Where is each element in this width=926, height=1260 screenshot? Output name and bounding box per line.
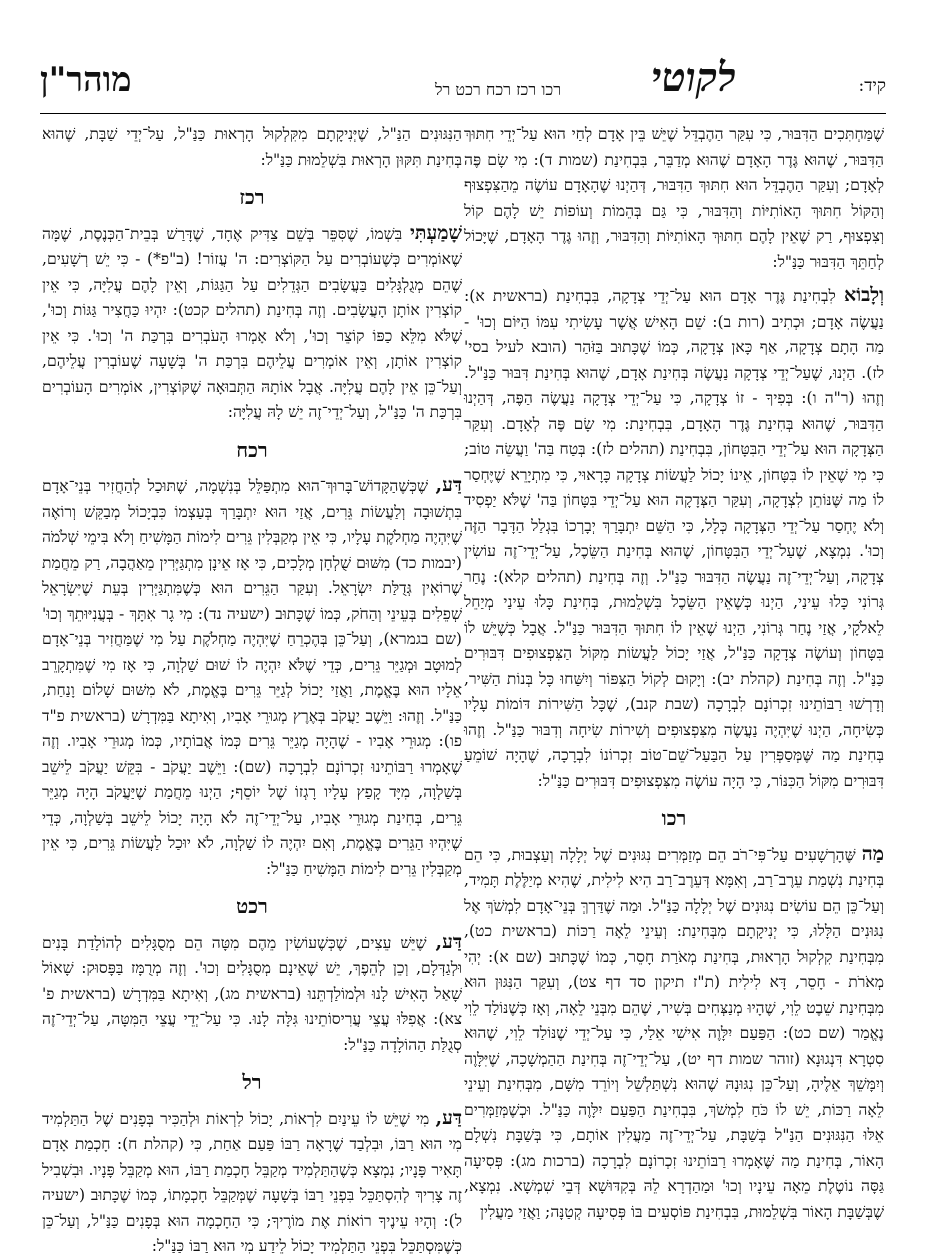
- paragraph: [42, 930, 462, 1059]
- paragraph: הַנִּגּוּנִים הַנַּ"ל, שֶׁיְּנִיקָתָם מִקִּלְקוּל הָרְאוּת כַּנַּ"ל, עַל־יְדֵי שַׁבָּת, שֶׁהוּא בְּחִינַת תִּקּוּן הָרְאוּת בִּשְׁלֵמוּת כַּנַּ"ל:: [42, 125, 462, 169]
- paragraph-text: מִי שֶׁיֵּשׁ לוֹ עֵינַיִם לִרְאוֹת, יָכוֹל לִרְאוֹת וּלְהַכִּיר בְּפָנִים שֶׁל הַתַּלְמִיד מִי הוּא רַבּוֹ, וּבִלְבַד שֶׁרָאָה רַבּוֹ פַּעַם אַחַת, כִּי (קהלת ח): חָכְמַת אָדָם תָּאִיר פָּנָיו; נִמְצָא כְּשֶׁהַתַּלְמִיד מְקַבֵּל חָכְמַת רַבּוֹ, הוּא מְקַבֵּל פָּנָיו. וּבִשְׁבִיל זֶה צָרִיךְ לְהִסְתַּכֵּל בִּפְנֵי רַבּוֹ בְּשָׁעָה שֶׁמְּקַבֵּל חָכְמָתוֹ, כְּמוֹ שֶׁכָּתוּב (ישעיה ל): וְהָיוּ עֵינֶיךָ רוֹאוֹת אֶת מוֹרֶיךָ; כִּי הַחָכְמָה הוּא בְּפָנִים כַּנַּ"ל, וְעַל־כֵּן כְּשֶׁמִּסְתַּכֵּל בִּפְנֵי הַתַּלְמִיד יָכוֹל לֵידַע מִי הוּא רַבּוֹ כַּנַּ"ל:: [42, 1109, 462, 1255]
- paragraph: [464, 283, 884, 794]
- paragraph-text: לִבְחִינַת גֶּדֶר אָדָם הוּא עַל־יְדֵי צְדָקָה, בִּבְחִינַת (בראשית א): נַעֲשֶׂה אָדָם; וּכְתִיב (רות ב): שֵׁם הָאִישׁ אֲשֶׁר עָשִׂיתִי עִמּוֹ הַיּוֹם וְכוּ' - מַה הָתָם צְדָקָה, אַף כָּאן צְדָקָה, כְּמוֹ שֶׁכָּתוּב בַּזֹּהַר (הובא לעיל בסי' לז). הַיְנוּ, שֶׁעַל־יְדֵי צְדָקָה נַעֲשֶׂה בְּחִינַת אָדָם, שֶׁהוּא בְּחִינַת דִּבּוּר כַּנַּ"ל. וְזֶהוּ (ר"ה ו): בְּפִיךָ - זוֹ צְדָקָה, כִּי עַל־יְדֵי צְדָקָה נַעֲשֶׂה הַפֶּה, דְּהַיְנוּ הַדִּבּוּר, שֶׁהוּא בְּחִינַת גֶּדֶר הָאָדָם, בִּבְחִינַת: מִי שָׂם פֶּה לְאָדָם. וְעִקַּר הַצְּדָקָה הוּא עַל־יְדֵי הַבִּטָּחוֹן, בִּבְחִינַת (תהלים לז): בְּטַח בַּה' וַעֲשֵׂה טוֹב; כִּי מִי שֶׁאֵין לוֹ בִּטָּחוֹן, אֵינוֹ יָכוֹל לַעֲשׂוֹת צְדָקָה כָּרָאוּי, כִּי מִתְיָרֵא שֶׁיֶּחְסַר לוֹ מַה שֶּׁנּוֹתֵן לִצְדָקָה, וְעִקַּר הַצְּדָקָה הוּא עַל־יְדֵי בִּטָּחוֹן בַּה' שֶׁלֹּא יַפְסִיד וְלֹא יֶחְסַר עַל־יְדֵי הַצְּדָקָה כְּלָל, כִּי הַשֵּׁם יִתְבָּרַךְ יְבָרְכוֹ בִּגְלַל הַדָּבָר הַזֶּה וְכוּ'. נִמְצָא, שֶׁעַל־יְדֵי הַבִּטָּחוֹן, שֶׁהוּא בְּחִינַת הַשֵּׂכֶל, עַל־יְדֵי־זֶה עוֹשִׂין צְדָקָה, וְעַל־יְדֵי־זֶה נַעֲשֶׂה הַדִּבּוּר כַּנַּ"ל. וְזֶה בְּחִינַת (תהלים קלא): נֶחַר גְּרוֹנִי כָּלוּ עֵינַי, הַיְנוּ כְּשֶׁאֵין הַשֵּׂכֶל בִּשְׁלֵמוּת, בְּחִינַת כָּלוּ עֵינַי מְיַחֵל לֵאלֹקָי, אֲזַי נֶחַר גְּרוֹנִי, הַיְנוּ שֶׁאֵין לוֹ חִתּוּךְ הַדִּבּוּר כַּנַּ"ל. אֲבָל כְּשֶׁיֵּשׁ לוֹ בִּטָּחוֹן וְעוֹשֶׂה צְדָקָה כַּנַּ"ל, אֲזַי יָכוֹל לַעֲשׂוֹת מִקּוֹל הַצִּפְצוּפִים דִּבּוּרִים כַּנַּ"ל. וְזֶה בְּחִינַת (קהלת יב): וְיָקוּם לְקוֹל הַצִּפּוֹר וְיִשַּׁחוּ כָּל בְּנוֹת הַשִּׁיר, וְדָרְשׁוּ רַבּוֹתֵינוּ זִכְרוֹנָם לִבְרָכָה (שבת קנב), שֶׁכָּל הַשִּׁירוֹת דּוֹמוֹת עָלָיו כְּשִׂיחָה, הַיְנוּ שֶׁיִּהְיֶה נַעֲשֶׂה מִצִּפְצוּפִים וְשִׁירוֹת שִׂיחָה וְדִבּוּר כַּנַּ"ל. וְזֶהוּ בְּחִינַת מַה שֶּׁמְּסַפְּרִין עַל הַבַּעַל־שֵׁם־טוֹב זִכְרוֹנוֹ לִבְרָכָה, שֶׁהָיָה שׁוֹמֵעַ דִּבּוּרִים מִקּוֹל הַכִּנּוֹר, כִּי הָיָה עוֹשֶׂה מִצִּפְצוּפִים דִּבּוּרִים כַּנַּ"ל:: [464, 287, 884, 790]
- page-number: קיד:: [858, 76, 886, 96]
- opening-word: שָׁמַעְתִּי: [409, 221, 462, 244]
- book-title-right: לקוטי: [651, 54, 736, 101]
- paragraph: [42, 221, 462, 426]
- paragraph-text: שֶׁכְּשֶׁהַקָּדוֹשׁ־בָּרוּךְ־הוּא מִתְפַּלֵּל בְּנִשְׁמָה, שֶׁתּוּכַל לְהַחֲזִיר בְּנֵי־אָדָם בִּתְשׁוּבָה וְלַעֲשׂוֹת גֵּרִים, אֲזַי הוּא יִתְבָּרַךְ בְּעַצְמוֹ כִּבְיָכוֹל מְבַקֵּשׁ וְרוֹאֶה שֶׁיִּהְיֶה מַחְלֹקֶת עָלָיו, כִּי אֵין מְקַבְּלִין גֵּרִים לִימוֹת הַמָּשִׁיחַ וְלֹא בִּימֵי שְׁלֹמֹה (יבמות כד) מִשּׁוּם שֻׁלְחָן מְלָכִים, כִּי אָז אֵינָן מִתְגַּיְּרִין מֵאַהֲבָה, רַק מֵחֲמַת שֶׁרוֹאִין גְּדֻלַּת יִשְׂרָאֵל. וְעִקַּר הַגֵּרִים הוּא כְּשֶׁמִּתְגַּיְּרִין בְּעֵת שֶׁיִּשְׂרָאֵל שְׁפֵלִים בְּעֵינֵי וְהַחֹק, כְּמוֹ שֶׁכָּתוּב (ישעיה נד): מִי גָר אִתָּךְ - בְּעֲנִיּוּתֵךְ וְכוּ' (שם בגמרא), וְעַל־כֵּן בְּהֶכְרֵחַ שֶׁיִּהְיֶה מַחְלֹקֶת עַל מִי שֶׁמַּחֲזִיר בְּנֵי־אָדָם לְמוּטָב וּמְגַיֵּר גֵּרִים, כְּדֵי שֶׁלֹּא יִהְיֶה לוֹ שׁוּם שַׁלְוָה, כִּי אָז מִי שֶׁמִּתְקָרֵב אֵלָיו הוּא בֶּאֱמֶת, וַאֲזַי יָכוֹל לְגַיֵּר גֵּרִים בֶּאֱמֶת, לֹא מִשּׁוּם שָׁלוֹם וָנַחַת, כַּנַּ"ל. וְזֶהוּ: וַיֵּשֶׁב יַעֲקֹב בְּאֶרֶץ מְגוּרֵי אָבִיו, וְאִיתָא בַּמִּדְרָשׁ (בראשית פ"ד פו): מְגוּרֵי אָבִיו - שֶׁהָיָה מְגַיֵּר גֵּרִים כְּמוֹ אֲבוֹתָיו, כְּמוֹ מְגוּרֵי אָבִיו. וְזֶה שֶׁאָמְרוּ רַבּוֹתֵינוּ זִכְרוֹנָם לִבְרָכָה (שם): וַיֵּשֶׁב יַעֲקֹב - בִּקֵּשׁ יַעֲקֹב לֵישֵׁב בְּשַׁלְוָה, מִיָּד קָפַץ עָלָיו רָגְזוֹ שֶׁל יוֹסֵף; הַיְנוּ מֵחֲמַת שֶׁיַּעֲקֹב הָיָה מְגַיֵּר גֵּרִים, בְּחִינַת מְגוּרֵי אָבִיו, עַל־יְדֵי־זֶה לֹא הָיָה יָכוֹל לֵישֵׁב בְּשַׁלְוָה, כְּדֵי שֶׁיִּהְיוּ הַגֵּרִים בֶּאֱמֶת, וְאִם יִהְיֶה לוֹ שַׁלְוָה, לֹא יוּכַל לַעֲשׂוֹת גֵּרִים, כִּי אֵין מְקַבְּלִין גֵּרִים לִימוֹת הַמָּשִׁיחַ כַּנַּ"ל:: [42, 477, 462, 878]
- paragraph: [42, 473, 462, 882]
- right-column: [464, 122, 884, 1225]
- section-heading: רל: [242, 1070, 262, 1094]
- paragraph-text: שֶּׁהָרְשָׁעִים עַל־פִּי־רֹב הֵם מְזַמְּרִים נִגּוּנִים שֶׁל יְלָלָה וְעַצְבוּת, כִּי הֵם בְּחִינַת נִשְׁמַת עֵרֶב־רַב, וְאִמָּא דְּעֵרֶב־רַב הִיא לִילִית, שֶׁהִיא מְיַלֶּלֶת תָּמִיד, וְעַל־כֵּן הֵם עוֹשִׂים נִגּוּנִים שֶׁל יְלָלָה כַּנַּ"ל. וּמַה שֶׁדַּרְךְּ בְּנֵי־אָדָם לִמְשֹׁךְ אֶל נִגּוּנִים הַלָּלוּ, כִּי יְנִיקָתָם מִבְּחִינַת: וְעֵינֵי לֵאָה רַכּוֹת (בראשית כט), מִבְּחִינַת קִלְקוּל הָרְאוּת, בְּחִינַת מְאֹרַת חָסֵר, כְּמוֹ שֶׁכָּתוּב (שם א): יְהִי מְאֹרֹת - חָסֵר, דָּא לִילִית (ת"ז תיקון סד דף צט), וְעִקַּר הַנִּגּוּן הוּא מִבְּחִינַת שֵׁבֶט לֵוִי, שֶׁהָיוּ מְנַצְּחִים בְּשִׁיר, שֶׁהֵם מִבְּנֵי לֵאָה, וְאָז כְּשֶׁנּוֹלַד לֵוִי נֶאֱמַר (שם כט): הַפַּעַם יִלָּוֶה אִישִׁי אֵלַי, כִּי עַל־יְדֵי שֶׁנּוֹלַד לֵוִי, שֶׁהוּא סִטְרָא דִּנְגוּנָא (זוהר שמות דף יט), עַל־יְדֵי־זֶה בְּחִינַת הַהַמְשָׁכָה, שֶׁיִּלָּוֶה וְיִמָּשֵׁךְ אֵלֶיהָ, וְעַל־כֵּן נִגּוּנָהּ שֶׁהוּא נִשְׁתַּלְשֵׁל וְיוֹרֵד מִשָּׁם, מִבְּחִינַת וְעֵינֵי לֵאָה רַכּוֹת, יֵשׁ לוֹ כֹּחַ לִמְשֹׁךְ, בִּבְחִינַת הַפַּעַם יִלָּוֶה כַּנַּ"ל. וּכְשֶׁמְּזַמְּרִים אֵלּוּ הַנִּגּוּנִים הַנַּ"ל בְּשַׁבָּת, עַל־יְדֵי־זֶה מַעֲלִין אוֹתָם, כִּי בְּשַׁבָּת נִשְׁלָם הָאוֹר, בְּחִינַת מַה שֶּׁאָמְרוּ רַבּוֹתֵינוּ זִכְרוֹנָם לִבְרָכָה (ברכות מג): פְּסִיעָה גַּסָּה נוֹטֶלֶת מֵאָה עֵינָיו וְכוּ' וּמַהַדְרָא לֵהּ בְּקִדּוּשָׁא דְּבֵי שִׁמְשָׁא. נִמְצָא, שֶׁבְּשַׁבָּת הָאוֹר בִּשְׁלֵמוּת, בִּבְחִינַת פּוֹסְעִים בּוֹ פְּסִיעָה קְטַנָּה; וַאֲזַי מַעֲלִין: [464, 845, 884, 1221]
- paragraph: [464, 842, 884, 1226]
- paragraph: [42, 1106, 462, 1260]
- section-range: רכו רכז רכח רכט רל: [435, 80, 562, 99]
- paragraph-text: בִּשְׁמוֹ, שֶׁסִּפֵּר בְּשֵׁם צַדִּיק אֶחָד, שֶׁדָּרַשׁ בְּבֵית־הַכְּנֶסֶת, שֶׁמָּה שֶׁאוֹמְרִים כְּשֶׁעוֹבְרִים עַל הַקּוֹצְרִים: ה' עֲזוֹר! (ב"פ*) - כִּי יֵשׁ רְשָׁעִים, שֶׁהֵם מְגֻלְגָּלִים בַּעֲשָׂבִים הַגְּדֵלִים עַל הַגַּגּוֹת, וְאֵין לָהֶם עֲלִיָּה, כִּי אֵין קוֹצְרִין אוֹתָן הָעֲשָׂבִים. וְזֶה בְּחִינַת (תהלים קכט): יִהְיוּ כַּחֲצִיר גַּגּוֹת וְכוּ', שֶׁלֹּא מִלֵּא כַפּוֹ קוֹצֵר וְכוּ', וְלֹא אָמְרוּ הָעֹבְרִים בִּרְכַּת ה' וְכוּ'. כִּי אֵין קוֹצְרִין אוֹתָן, וְאֵין אוֹמְרִים עֲלֵיהֶם בִּרְכַּת ה' בְּשָׁעָה שֶׁעוֹבְרִין עֲלֵיהֶם, וְעַל־כֵּן אֵין לָהֶם עֲלִיָּה. אֲבָל אוֹתָהּ הַתְּבוּאָה שֶׁקּוֹצְרִין, אוֹמְרִים הָעוֹבְרִים בִּרְכַּת ה' כַּנַּ"ל, וְעַל־יְדֵי־זֶה יֵשׁ לָהּ עֲלִיָּה:: [42, 224, 462, 421]
- opening-word: דַּע,: [435, 930, 462, 953]
- header-rule: [40, 113, 886, 114]
- opening-word: מַה: [861, 842, 884, 865]
- paragraph: שֶׁמַּחְתִּכִים הַדִּבּוּר, כִּי עִקַּר הַהֶבְדֵּל שֶׁיֵּשׁ בֵּין אָדָם לְחַי הוּא עַל־יְדֵי חִתּוּךְ הַדִּבּוּר, שֶׁהוּא גֶּדֶר הָאָדָם שֶׁהוּא מְדַבֵּר, בִּבְחִינַת (שמות ד): מִי שָׂם פֶּה לְאָדָם; וְעִקַּר הַהֶבְדֵּל הוּא חִתּוּךְ הַדִּבּוּר, דְּהַיְנוּ שֶׁהָאָדָם עוֹשֶׂה מֵהַצִּפְצוּף וְהַקּוֹל חִתּוּךְ הָאוֹתִיּוֹת וְהַדִּבּוּר, כִּי גַּם בְּהֵמוֹת וְעוֹפוֹת יֵשׁ לָהֶם קוֹל וְצִפְצוּף, רַק שֶׁאֵין לָהֶם חִתּוּךְ הָאוֹתִיּוֹת וְהַדִּבּוּר, וְזֶהוּ גֶּדֶר הָאָדָם, שֶׁיָּכוֹל לְחַתֵּךְ הַדִּבּוּר כַּנַּ"ל:: [464, 125, 884, 271]
- section-heading: רכז: [239, 185, 265, 209]
- section-heading: רכח: [236, 437, 268, 462]
- book-title-left: מוהר"ן: [40, 60, 132, 100]
- paragraph-text: שֶׁיֵּשׁ עֵצִים, שֶׁכְּשֶׁעוֹשִׂין מֵהֶם מִטָּה הֵם מְסֻגָּלִים לְהוֹלָדַת בָּנִים וּלְגַדְּלָם, וְכֵן לְהֵפֶךְ, יֵשׁ שֶׁאֵינָם מְסֻגָּלִים וְכוּ'. וְזֶה מְרֻמָּז בַּפָּסוּק: שָׁאוֹל שָׁאַל הָאִישׁ לָנוּ וּלְמוֹלַדְתֵּנוּ (בראשית מג), וְאִיתָא בַּמִּדְרָשׁ (בראשית פ' צא): אֲפִלּוּ עֲצֵי עֲרִיסוֹתֵינוּ גִּלָּה לָנוּ. כִּי עַל־יְדֵי עֲצֵי הַמִּטָּה, עַל־יְדֵי־זֶה סְגֻלַּת הַהוֹלָדָה כַּנַּ"ל:: [42, 933, 462, 1054]
- section-heading: רכט: [236, 894, 268, 918]
- section-heading: רכו: [661, 806, 687, 830]
- opening-word: דַּע,: [435, 1106, 462, 1129]
- page-header: [40, 54, 886, 118]
- opening-word: וְלָבוֹא: [844, 284, 884, 306]
- opening-word: דַּע,: [435, 474, 463, 496]
- left-column: [42, 122, 462, 1260]
